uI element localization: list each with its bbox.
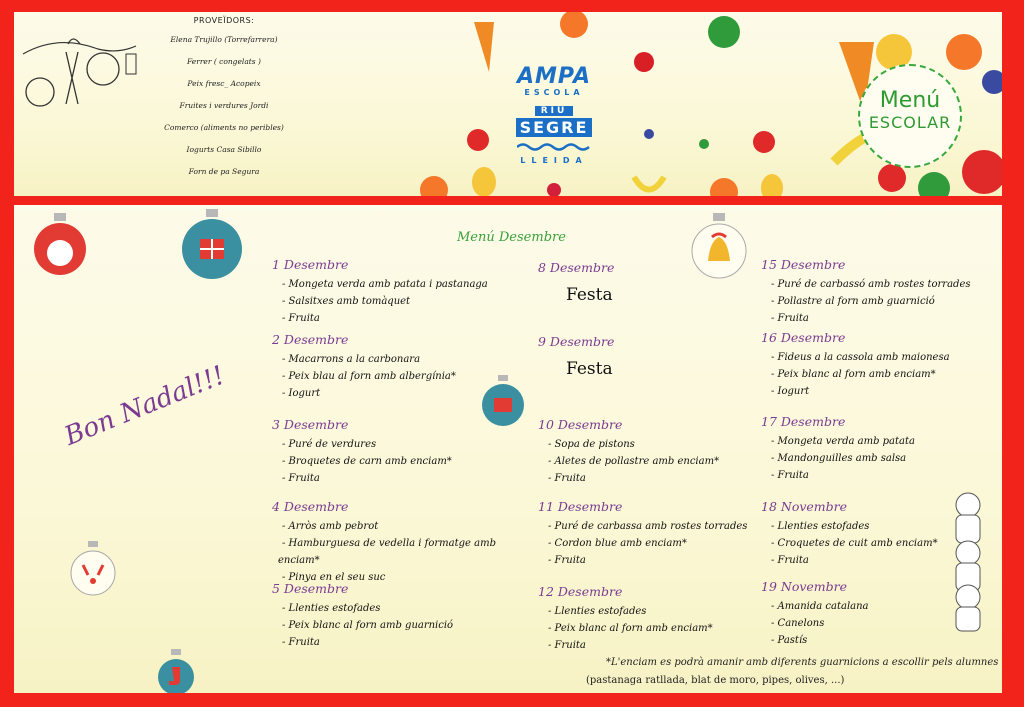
menu-day — [538, 334, 614, 379]
logo-riu-text: RIU — [535, 106, 574, 116]
menu-title: Menú Desembre — [457, 230, 566, 245]
dish: - Arròs amb pebrot — [282, 521, 379, 532]
dish: - Llenties estofades — [548, 606, 647, 617]
dish: - Puré de carbassa amb rostes torrades — [548, 521, 748, 532]
menu-day — [272, 417, 452, 487]
santa-ornament-icon — [32, 213, 88, 277]
dish: - Fruita — [771, 555, 809, 566]
dish: - Fruita — [548, 473, 586, 484]
menu-day — [538, 260, 614, 305]
greeting-text: Bon Nadal!!! — [60, 360, 230, 452]
dish: - Mandonguilles amb salsa — [771, 453, 907, 464]
dish: - Broquetes de carn amb enciam* — [282, 456, 452, 467]
logo-ampa-text: AMPA — [516, 64, 592, 89]
dish: - Fruita — [771, 313, 809, 324]
dish: - Hamburguesa de vedella i formatge amb — [282, 538, 496, 549]
menu-day — [538, 584, 713, 654]
badge-line-2: ESCOLAR — [868, 113, 952, 132]
dish: - Peix blanc al forn amb enciam* — [771, 369, 936, 380]
dish: - Croquetes de cuit amb enciam* — [771, 538, 938, 549]
dish: - Pastís — [771, 635, 808, 646]
menu-day — [761, 499, 938, 569]
dish: - Mongeta verda amb patata i pastanaga — [282, 279, 488, 290]
day-date: 1 Desembre — [272, 257, 349, 272]
day-date: 18 Novembre — [761, 499, 848, 514]
lettuce-note-examples: (pastanaga ratllada, blat de moro, pipes, olives, ...) — [586, 675, 845, 686]
reindeer-ornament-icon — [68, 541, 118, 599]
menu-day — [272, 499, 496, 586]
day-date: 10 Desembre — [538, 417, 623, 432]
holiday-label: Festa — [566, 359, 613, 379]
provider-item: Elena Trujillo (Torrefarrera) — [170, 35, 278, 44]
dish: - Fruita — [771, 470, 809, 481]
badge-line-1: Menú — [879, 88, 941, 113]
day-date: 11 Desembre — [538, 499, 623, 514]
gift-ornament-small-icon — [480, 375, 526, 429]
day-date: 3 Desembre — [272, 417, 349, 432]
christmas-doodle-icon — [18, 24, 138, 114]
menu-escolar-badge — [858, 64, 962, 168]
menu-day — [272, 332, 456, 402]
dish: - Pollastre al forn amb guarnició — [771, 296, 935, 307]
provider-item: Fruites i verdures Jordi — [179, 101, 269, 110]
dish: - Fruita — [282, 313, 320, 324]
waves-icon — [517, 142, 591, 152]
menu-day — [272, 257, 488, 327]
dish: - Llenties estofades — [282, 603, 381, 614]
day-date: 8 Desembre — [538, 260, 615, 275]
provider-item: Peix fresc_ Acopeix — [187, 79, 261, 88]
cover-panel — [14, 12, 1002, 196]
day-date: 16 Desembre — [761, 330, 846, 345]
dish: - Iogurt — [282, 388, 321, 399]
day-date: 5 Desembre — [272, 581, 349, 596]
dish: - Amanida catalana — [771, 601, 869, 612]
providers-list — [149, 16, 299, 189]
dish: - Macarrons a la carbonara — [282, 354, 421, 365]
dish: - Iogurt — [771, 386, 810, 397]
dish: - Fruita — [282, 473, 320, 484]
day-date: 4 Desembre — [272, 499, 349, 514]
menu-day — [538, 499, 747, 569]
menu-day — [538, 417, 719, 487]
dish: - Peix blanc al forn amb guarnició — [282, 620, 454, 631]
menu-day — [761, 579, 869, 649]
dish: - Fruita — [282, 637, 320, 648]
ampa-logo — [514, 64, 594, 165]
bell-ornament-icon — [690, 213, 748, 279]
dish: enciam* — [278, 555, 320, 566]
holiday-label: Festa — [566, 285, 613, 305]
provider-item: Iogurts Casa Sibillo — [186, 145, 262, 154]
logo-lleida-text: LLEIDA — [520, 156, 588, 165]
gift-ornament-icon — [180, 209, 244, 281]
menu-day — [761, 257, 971, 327]
menu-day — [761, 330, 950, 400]
dish: - Pinya en el seu suc — [282, 572, 386, 583]
dish: - Cordon blue amb enciam* — [548, 538, 687, 549]
menu-panel — [14, 205, 1002, 693]
menu-day — [272, 581, 453, 651]
dish: - Fideus a la cassola amb maionesa — [771, 352, 950, 363]
dish: - Salsitxes amb tomàquet — [282, 296, 411, 307]
providers-title: PROVEÏDORS: — [193, 16, 255, 25]
dish: - Puré de verdures — [282, 439, 377, 450]
provider-item: Comerco (aliments no peribles) — [164, 123, 284, 132]
menu-day — [761, 414, 915, 484]
dish: - Aletes de pollastre amb enciam* — [548, 456, 720, 467]
dish: - Sopa de pistons — [548, 439, 635, 450]
logo-escola-text: ESCOLA — [524, 88, 584, 97]
provider-item: Forn de pa Segura — [188, 167, 260, 176]
day-date: 2 Desembre — [272, 332, 349, 347]
dish: - Mongeta verda amb patata — [771, 436, 915, 447]
day-date: 12 Desembre — [538, 584, 623, 599]
dish: - Peix blau al forn amb albergínia* — [282, 371, 456, 382]
dish: - Fruita — [548, 555, 586, 566]
day-date: 9 Desembre — [538, 334, 615, 349]
gingerbread-icon — [938, 485, 998, 635]
day-date: 17 Desembre — [761, 414, 846, 429]
stocking-ornament-icon — [154, 649, 198, 693]
day-date: 19 Novembre — [761, 579, 848, 594]
dish: - Canelons — [771, 618, 825, 629]
dish: - Puré de carbassó amb rostes torrades — [771, 279, 971, 290]
day-date: 15 Desembre — [761, 257, 846, 272]
dish: - Fruita — [548, 640, 586, 651]
lettuce-note: *L'enciam es podrà amanir amb diferents guarnicions a escollir pels alumnes — [606, 657, 999, 668]
dish: - Peix blanc al forn amb enciam* — [548, 623, 713, 634]
dish: - Llenties estofades — [771, 521, 870, 532]
provider-item: Ferrer ( congelats ) — [187, 57, 261, 66]
logo-segre-text: SEGRE — [516, 118, 593, 137]
